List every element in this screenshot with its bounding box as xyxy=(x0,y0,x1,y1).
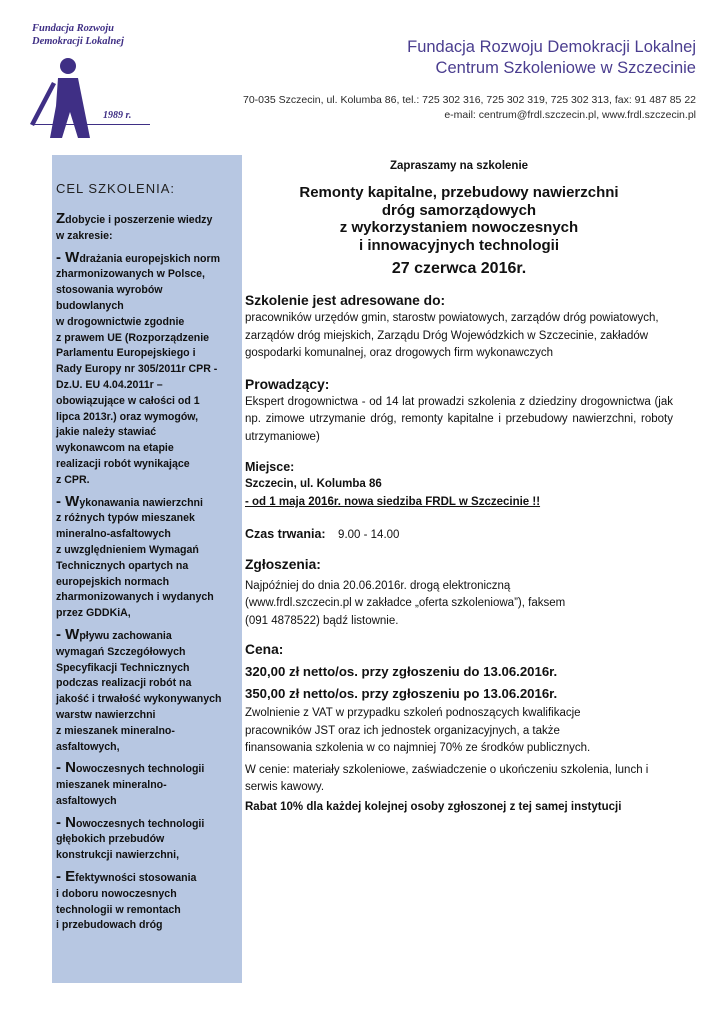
logo-name-line1: Fundacja Rozwoju xyxy=(32,23,114,34)
goal-line xyxy=(56,346,237,362)
address-line: 70-035 Szczecin, ul. Kolumba 86, tel.: 725 302 316, 725 302 319, 725 302 313, fax: 91 487 85 22 xyxy=(242,94,696,106)
organization-name: Fundacja Rozwoju Demokracji Lokalnej xyxy=(407,38,696,56)
goal-line xyxy=(56,378,237,394)
goal-text: z różnych typów mieszanek xyxy=(56,512,195,525)
goal-line xyxy=(56,248,237,268)
goal-line xyxy=(56,315,237,331)
organization-title xyxy=(407,37,696,79)
goal-line xyxy=(56,661,237,677)
goal-initial: Z xyxy=(56,210,66,227)
price-includes: W cenie: materiały szkoleniowe, zaświadczenie o ukończeniu szkolenia, lunch i serwis kawowy. xyxy=(245,763,649,794)
goal-item xyxy=(56,870,237,934)
goal-line xyxy=(56,457,237,473)
goal-text: warstw nawierzchni xyxy=(56,708,156,721)
center-name: Centrum Szkoleniowe w Szczecinie xyxy=(435,59,696,77)
goal-line xyxy=(56,425,237,441)
course-date: 27 czerwca 2016r. xyxy=(391,260,527,278)
goal-line xyxy=(56,362,237,378)
goal-line xyxy=(56,267,237,283)
duration-value: 9.00 - 14.00 xyxy=(338,529,400,542)
goal-text: Specyfikacji Technicznych xyxy=(56,661,190,674)
goal-text: zharmonizowanych i wydanych xyxy=(56,591,214,604)
goal-line xyxy=(56,740,237,756)
goal-initial: - W xyxy=(56,625,80,643)
course-title-line: z wykorzystaniem nowoczesnych xyxy=(339,219,579,237)
course-title-line: dróg samorządowych xyxy=(381,201,537,219)
goal-text: Technicznych opartych na xyxy=(56,559,189,572)
goal-line xyxy=(56,299,237,315)
course-title-line: i innowacyjnych technologii xyxy=(358,236,560,254)
audience-heading: Szkolenie jest adresowane do: xyxy=(245,293,446,309)
goal-line xyxy=(56,903,237,919)
logo-divider xyxy=(32,124,150,125)
price-after: 350,00 zł netto/os. przy zgłoszeniu po 13.06.2016r. xyxy=(245,686,558,702)
goal-text: ykonawania nawierzchni xyxy=(79,496,203,509)
contact-info xyxy=(243,93,696,123)
goal-line xyxy=(56,492,237,512)
main-content xyxy=(245,160,673,816)
goal-text: wymagań Szczegółowych xyxy=(56,645,186,658)
goal-line xyxy=(56,331,237,347)
price-before: 320,00 zł netto/os. przy zgłoszeniu do 13.06.2016r. xyxy=(245,664,558,680)
goal-text: z CPR. xyxy=(56,473,90,486)
goal-text: fektywności stosowania xyxy=(75,872,197,885)
goal-text: w drogownictwie zgodnie xyxy=(56,315,185,328)
goals-sidebar xyxy=(52,155,242,983)
goal-line xyxy=(56,511,237,527)
price-heading: Cena: xyxy=(245,642,284,658)
goal-text: i przebudowach dróg xyxy=(56,919,163,932)
goal-line xyxy=(56,473,237,489)
goal-text: Rady Europy nr 305/2011r CPR - xyxy=(56,363,218,376)
goal-line xyxy=(56,543,237,559)
goal-item xyxy=(56,248,237,489)
goal-line xyxy=(56,692,237,708)
goal-line xyxy=(56,676,237,692)
goal-text: z uwzględnieniem Wymagań xyxy=(56,543,199,556)
course-title-line: Remonty kapitalne, przebudowy nawierzchni xyxy=(299,184,619,201)
place-heading: Miejsce: xyxy=(245,460,295,475)
goal-text: z prawem UE (Rozporządzenie xyxy=(56,331,210,344)
duration-row xyxy=(245,525,673,545)
goal-item xyxy=(56,813,237,864)
goal-text: asfaltowych, xyxy=(56,740,120,753)
goal-line xyxy=(56,606,237,622)
goal-line xyxy=(56,708,237,724)
goal-text: Parlamentu Europejskiego i xyxy=(56,347,196,360)
goal-line xyxy=(56,761,237,778)
goal-text: technologii w remontach xyxy=(56,903,181,916)
goal-item xyxy=(56,212,237,245)
goal-text: stosowania wyrobów xyxy=(56,284,163,297)
goal-text: podczas realizacji robót na xyxy=(56,677,192,690)
logo-year: 1989 r. xyxy=(103,110,132,121)
vat-line: Zwolnienie z VAT w przypadku szkoleń podnoszących kwalifikacje xyxy=(245,707,581,720)
goal-line xyxy=(56,441,237,457)
goal-text: jakość i trwałość wykonywanych xyxy=(56,693,222,706)
goal-line xyxy=(56,724,237,740)
goal-line xyxy=(56,887,237,903)
goal-line xyxy=(56,212,237,229)
goal-line xyxy=(56,832,237,848)
vat-line: finansowania szkolenia w co najmniej 70% ze środków publicznych. xyxy=(245,742,591,755)
goal-line xyxy=(56,870,237,887)
goal-text: owoczesnych technologii xyxy=(76,817,205,830)
goal-text: w zakresie: xyxy=(56,229,113,242)
goal-initial: - E xyxy=(56,868,76,886)
invite-text: Zapraszamy na szkolenie xyxy=(389,160,529,172)
trainer-text: Ekspert drogownictwa - od 14 lat prowadzi szkolenia z dziedziny drogownictwa (jak np. zimowe utrzymanie dróg, remonty kapitalne i przebudowy nawierzchni, roboty utrzymaniowe) xyxy=(245,395,673,443)
goal-text: budowlanych xyxy=(56,299,124,312)
goal-line xyxy=(56,575,237,591)
goal-line xyxy=(56,410,237,426)
place-address: Szczecin, ul. Kolumba 86 xyxy=(245,478,382,491)
goal-initial: - N xyxy=(56,759,76,777)
goal-line xyxy=(56,848,237,864)
registration-heading: Zgłoszenia: xyxy=(245,556,321,572)
goal-line xyxy=(56,625,237,645)
vat-line: pracowników JST oraz ich jednostek organizacyjnych, a także xyxy=(245,724,560,737)
goal-text: mineralno-asfaltowych xyxy=(56,528,171,541)
goals-title: CEL SZKOLENIA: xyxy=(56,181,175,196)
goal-line xyxy=(56,645,237,661)
goal-line xyxy=(56,559,237,575)
goals-list xyxy=(56,212,237,934)
goal-text: z mieszanek mineralno- xyxy=(56,724,175,737)
walking-figure-icon xyxy=(28,56,98,142)
email-web-line: e-mail: centrum@frdl.szczecin.pl, www.frdl.szczecin.pl xyxy=(444,109,696,121)
goal-initial: - N xyxy=(56,813,76,831)
goal-initial: - W xyxy=(56,248,80,266)
goal-text: asfaltowych xyxy=(56,794,117,807)
goal-line xyxy=(56,918,237,934)
goal-line xyxy=(56,778,237,794)
registration-line: (091 4878522) bądź listownie. xyxy=(245,614,399,627)
goal-line xyxy=(56,813,237,833)
goal-text: przez GDDKiA, xyxy=(56,607,131,620)
goal-text: wykonawcom na etapie xyxy=(56,442,174,455)
course-title xyxy=(245,184,673,254)
discount-text: Rabat 10% dla każdej kolejnej osoby zgłoszonej z tej samej instytucji xyxy=(245,800,622,813)
registration-line: Najpóźniej do dnia 20.06.2016r. drogą elektroniczną xyxy=(245,579,511,592)
goal-text: lipca 2013r.) oraz wymogów, xyxy=(56,410,199,423)
goal-text: pływu zachowania xyxy=(79,629,172,642)
goal-text: konstrukcji nawierzchni, xyxy=(56,849,180,862)
goal-item xyxy=(56,492,237,622)
goal-line xyxy=(56,283,237,299)
goal-line xyxy=(56,794,237,810)
goal-text: dobycie i poszerzenie wiedzy xyxy=(65,214,213,226)
goal-line xyxy=(56,394,237,410)
goal-item xyxy=(56,761,237,809)
goal-text: europejskich normach xyxy=(56,575,170,588)
goal-text: głębokich przebudów xyxy=(56,833,165,846)
goal-text: owoczesnych technologii xyxy=(76,763,205,776)
trainer-heading: Prowadzący: xyxy=(245,376,330,392)
duration-label: Czas trwania: xyxy=(245,527,326,542)
goal-initial: - W xyxy=(56,492,80,510)
goal-text: zharmonizowanych w Polsce, xyxy=(56,268,205,281)
audience-text: pracowników urzędów gmin, starostw powiatowych, zarządów dróg powiatowych, zarządów dróg miejskich, Zarządu Dróg Wojewódzkich w Szczecinie, zakładów gospodarki komunalnej, oraz drogowych firm wykonawczych xyxy=(245,312,659,360)
goal-line xyxy=(56,229,237,245)
registration-line: (www.frdl.szczecin.pl w zakładce „oferta szkoleniowa”), faksem xyxy=(245,597,566,610)
goal-text: i doboru nowoczesnych xyxy=(56,887,177,900)
logo-name xyxy=(32,22,160,48)
goal-text: Dz.U. EU 4.04.2011r – xyxy=(56,378,163,391)
place-note: - od 1 maja 2016r. nowa siedziba FRDL w Szczecinie !! xyxy=(245,495,541,508)
logo xyxy=(20,22,155,130)
goal-text: mieszanek mineralno- xyxy=(56,779,167,792)
goal-text: realizacji robót wynikające xyxy=(56,457,190,470)
goal-text: obowiązujące w całości od 1 xyxy=(56,394,200,407)
goal-line xyxy=(56,590,237,606)
goal-text: drażania europejskich norm xyxy=(79,252,221,265)
goal-item xyxy=(56,625,237,755)
goal-line xyxy=(56,527,237,543)
logo-name-line2: Demokracji Lokalnej xyxy=(32,36,124,47)
goal-text: jakie należy stawiać xyxy=(56,426,157,439)
